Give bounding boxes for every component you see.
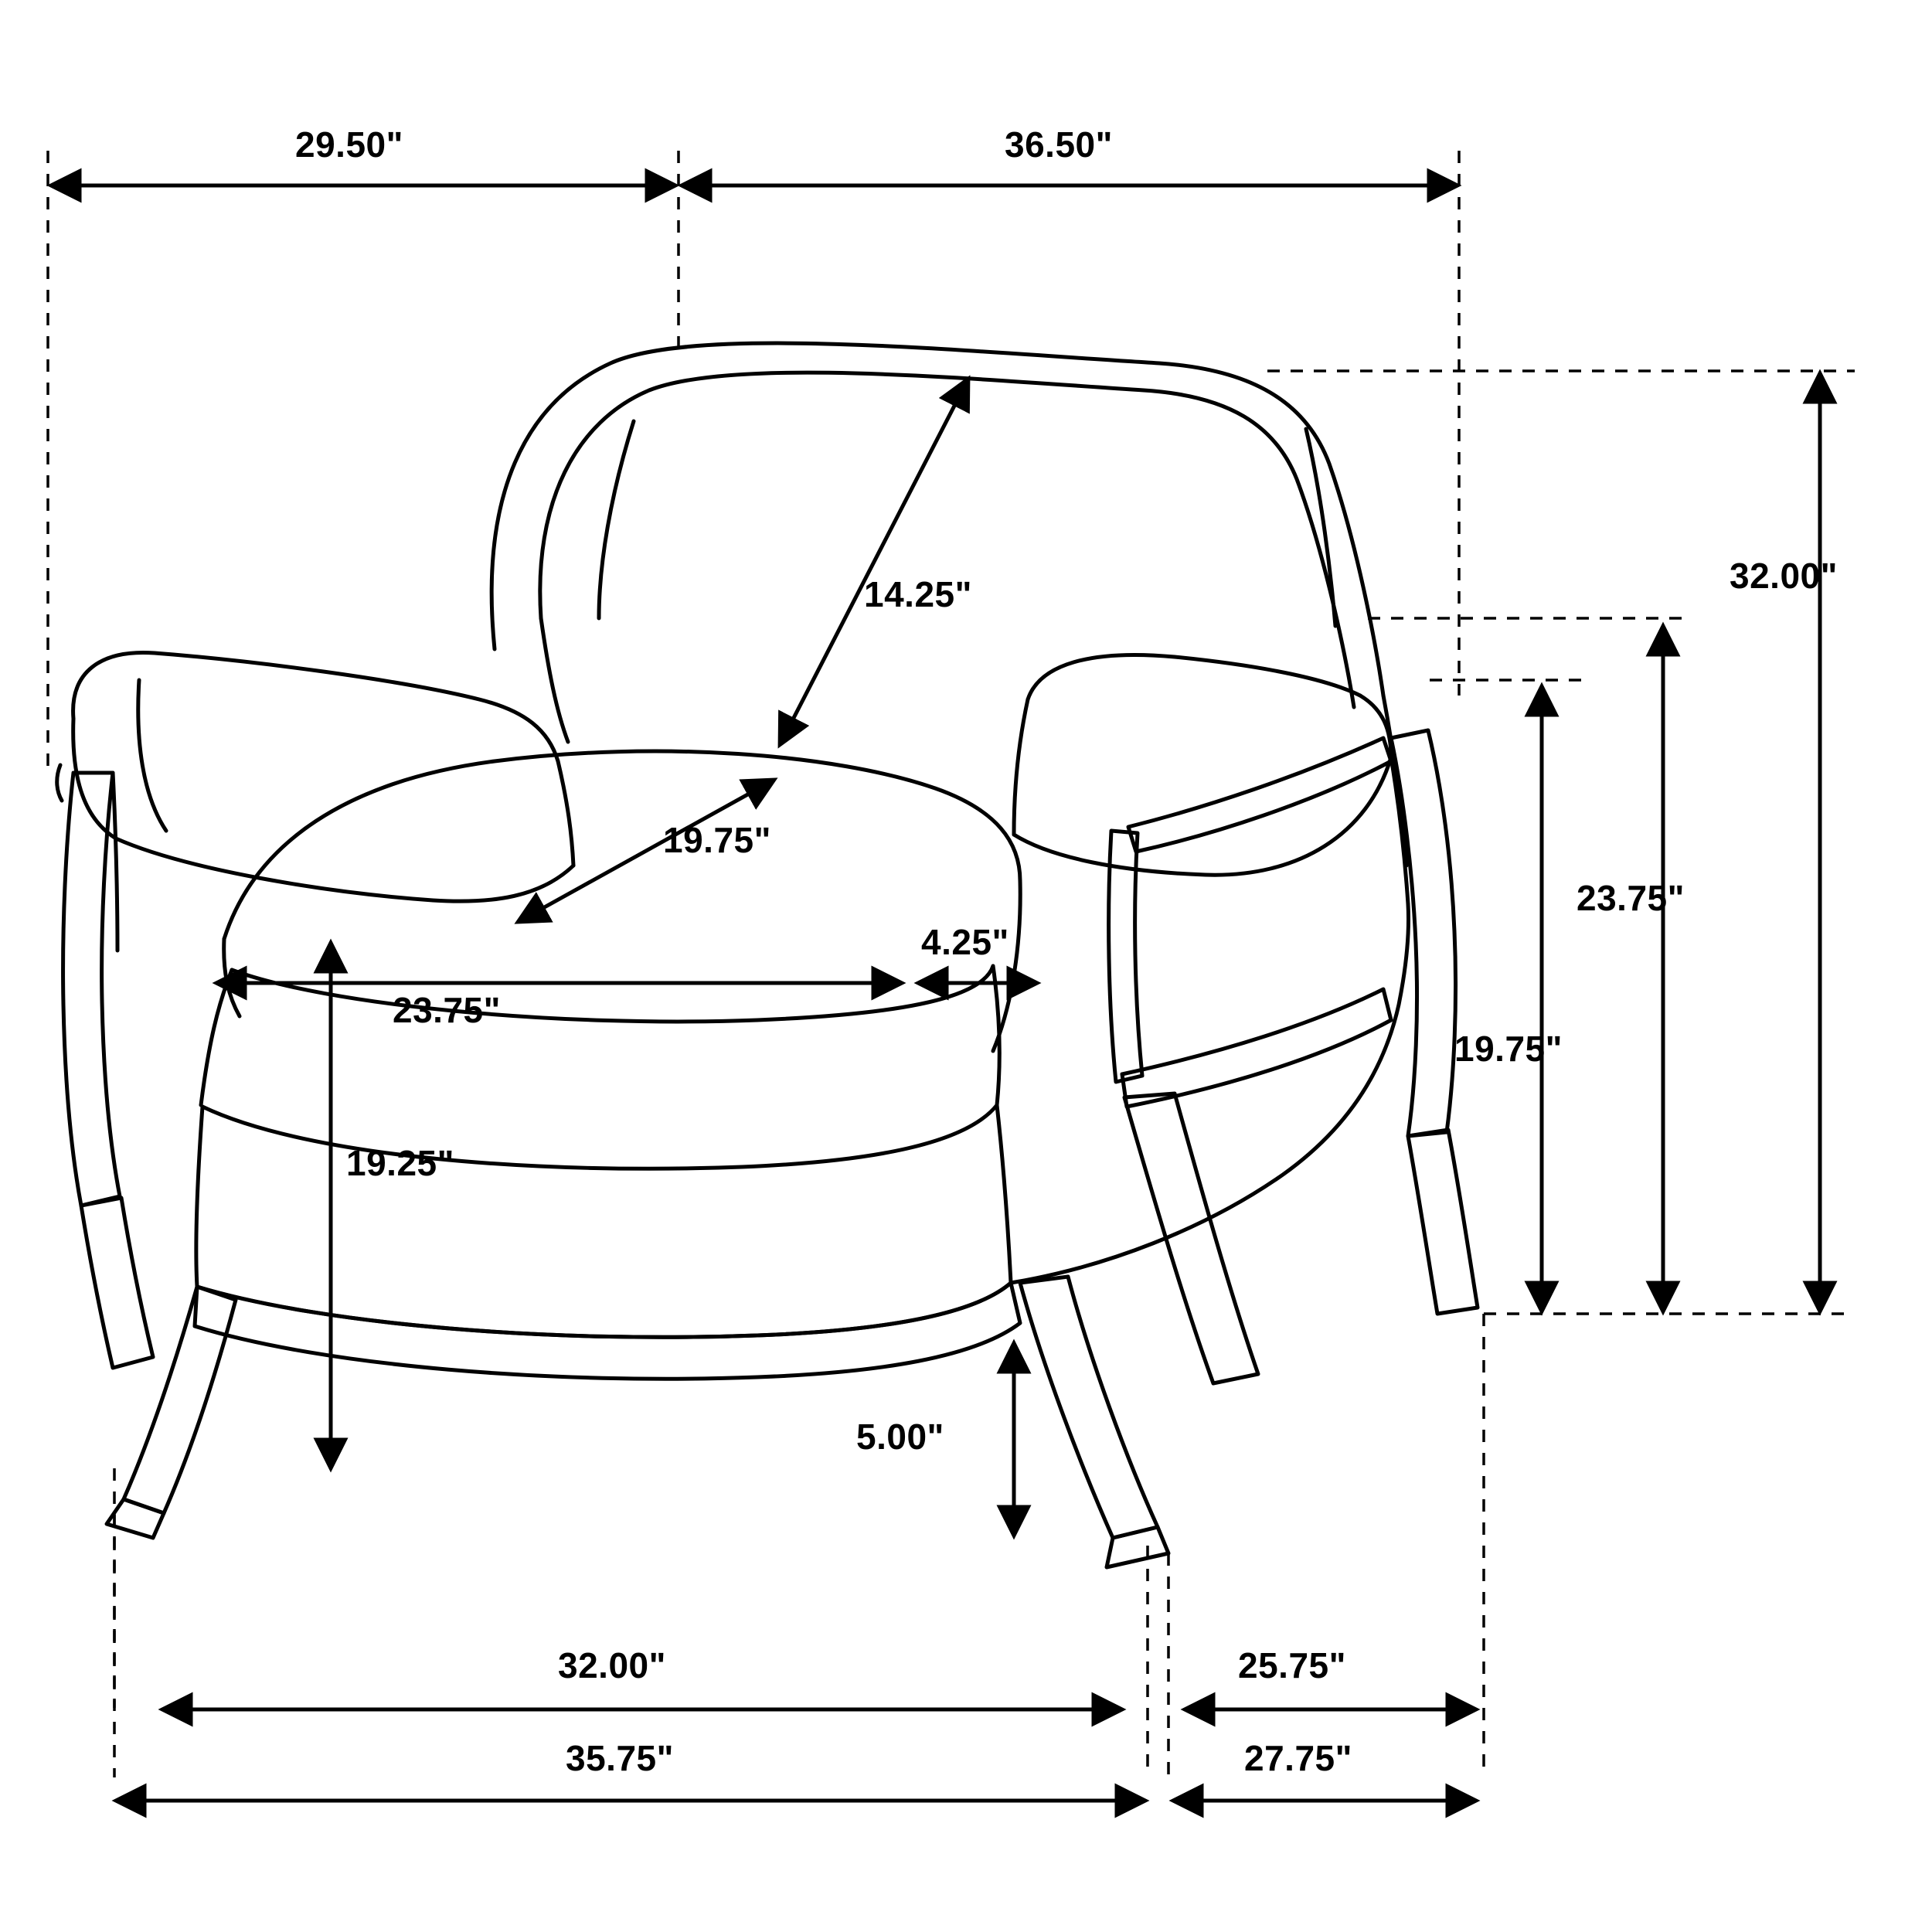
- dim-label-seat-depth: 19.75": [663, 820, 771, 860]
- dim-label-back-inner-height: 19.75": [1454, 1029, 1563, 1069]
- chair-illustration: [57, 343, 1478, 1567]
- dim-label-overall-depth: 27.75": [1244, 1738, 1352, 1778]
- dim-label-leg-clearance: 5.00": [856, 1417, 944, 1457]
- dim-label-top-right-width: 36.50": [1005, 124, 1113, 165]
- dim-label-overall-width: 35.75": [566, 1738, 674, 1778]
- dim-label-arm-height: 23.75": [1577, 878, 1685, 918]
- dim-label-top-left-width: 29.50": [295, 124, 403, 165]
- dim-label-arm-width: 4.25": [921, 922, 1009, 962]
- dim-line-14-25: [781, 380, 968, 743]
- dim-label-base-width: 32.00": [558, 1645, 666, 1685]
- dim-label-side-depth-inner: 25.75": [1238, 1645, 1346, 1685]
- dim-label-overall-height: 32.00": [1730, 556, 1838, 596]
- dim-label-seat-width: 23.75": [393, 990, 501, 1030]
- dimension-lines: [48, 151, 1855, 1801]
- dim-label-back-cushion-depth: 14.25": [864, 574, 972, 614]
- dim-label-seat-to-floor: 19.25": [346, 1143, 454, 1183]
